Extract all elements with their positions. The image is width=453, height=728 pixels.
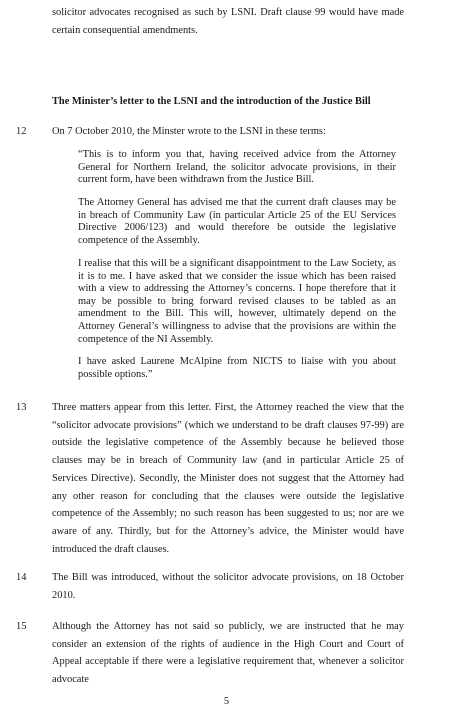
- paragraph-15: Although the Attorney has not said so publicly, we are instructed that he may consider an extension of the rights of audience in the High Court and Court of Appeal acceptable if there were a legislative requirement that, whenever a solicitor advocate: [52, 621, 404, 686]
- paragraph-number-12: 12: [16, 126, 27, 137]
- paragraph-12: On 7 October 2010, the Minster wrote to the LSNI in these terms:: [52, 126, 326, 137]
- quote-paragraph-1: “This is to inform you that, having received advice from the Attorney General for Northern Ireland, the solicitor advocate provisions, in their current form, have been withdrawn from the Justice Bill.: [78, 149, 396, 186]
- section-heading: The Minister’s letter to the LSNI and the introduction of the Justice Bill: [52, 96, 371, 107]
- intro-paragraph: solicitor advocates recognised as such by LSNI. Draft clause 99 would have made certain consequential amendments.: [52, 7, 404, 36]
- paragraph-number-13: 13: [16, 402, 27, 413]
- quote-paragraph-3: I realise that this will be a significant disappointment to the Law Society, as it is to me. I have asked that we consider the issue which has been raised with a view to addressing the Attorney’s concerns. I hope therefore that it may be possible to bring forward revised clauses to be tabled as an amendment to the Bill. This will, however, ultimately depend on the Attorney General’s willingness to advise that the provisions are within the competence of the NI Assembly.: [78, 258, 396, 345]
- paragraph-13: Three matters appear from this letter. First, the Attorney reached the view that the “solicitor advocate provisions” (which we understand to be draft clauses 97-99) are outside the legislative competence of the Assembly because he believed those clauses may be in breach of Community law (and in particular Article 25 of Services Directive). Secondly, the Minister does not suggest that the Attorney had any other reason for concluding that the clauses were outside the legislative competence of the Assembly; no such reason has been suggested to us; nor are we aware of any. Thirdly, but for the Attorney’s advice, the Minister would have introduced the draft clauses.: [52, 402, 404, 555]
- paragraph-number-14: 14: [16, 572, 27, 583]
- paragraph-14: The Bill was introduced, without the solicitor advocate provisions, on 18 October 2010.: [52, 572, 404, 601]
- quote-paragraph-4: I have asked Laurene McAlpine from NICTS to liaise with you about possible options.”: [78, 356, 396, 380]
- quote-paragraph-2: The Attorney General has advised me that the current draft clauses may be in breach of Community Law (in particular Article 25 of the EU Services Directive 2006/123) and would therefore be outside the legislative competence of the Assembly.: [78, 197, 396, 246]
- page-number: 5: [223, 696, 230, 707]
- paragraph-number-15: 15: [16, 621, 27, 632]
